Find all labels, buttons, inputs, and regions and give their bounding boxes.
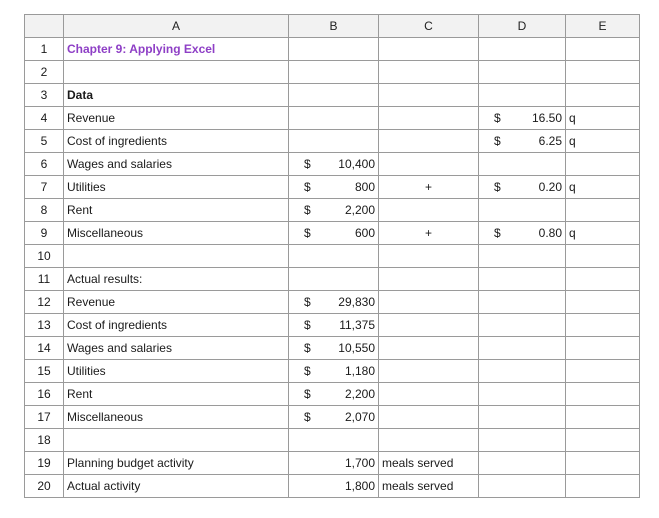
cell-b[interactable] [289, 130, 379, 153]
cell-b-content [292, 479, 375, 493]
currency-symbol: $ [494, 226, 501, 240]
cell-e[interactable] [566, 153, 640, 176]
cell-d[interactable] [479, 314, 566, 337]
cell-e[interactable] [566, 84, 640, 107]
cell-b[interactable] [289, 268, 379, 291]
spreadsheet [24, 14, 640, 498]
cell-a[interactable]: Chapter 9: Applying Excel [64, 38, 289, 61]
cell-b-content [292, 341, 375, 355]
cell-a[interactable]: Planning budget activity [64, 452, 289, 475]
sheet-row [25, 130, 640, 153]
cell-d[interactable] [479, 291, 566, 314]
currency-symbol: $ [304, 295, 311, 309]
cell-value: 2,200 [344, 387, 375, 401]
sheet-row [25, 475, 640, 498]
cell-value: 29,830 [338, 295, 375, 309]
sheet-row [25, 38, 640, 61]
cell-d[interactable] [479, 199, 566, 222]
cell-e[interactable] [566, 199, 640, 222]
cell-value: 1,180 [344, 364, 375, 378]
cell-c[interactable] [379, 38, 479, 61]
cell-e[interactable] [566, 383, 640, 406]
cell-b-content [292, 295, 375, 309]
cell-value: 1,700 [344, 456, 375, 470]
row-header[interactable]: 18 [25, 429, 64, 452]
cell-b[interactable] [289, 475, 379, 498]
cell-d[interactable] [479, 130, 566, 153]
cell-b-content [292, 226, 375, 240]
currency-symbol: $ [304, 387, 311, 401]
row-header[interactable]: 9 [25, 222, 64, 245]
column-header-e[interactable]: E [566, 15, 640, 38]
cell-b-content [292, 157, 375, 171]
cell-d[interactable] [479, 176, 566, 199]
currency-symbol [292, 456, 304, 470]
currency-symbol: $ [494, 180, 501, 194]
cell-b-content [292, 180, 375, 194]
cell-a[interactable]: Revenue [64, 107, 289, 130]
cell-e[interactable]: q [566, 222, 640, 245]
cell-e[interactable] [566, 452, 640, 475]
cell-a[interactable] [64, 429, 289, 452]
column-header-a[interactable]: A [64, 15, 289, 38]
cell-value: 16.50 [531, 111, 562, 125]
cell-c[interactable] [379, 406, 479, 429]
row-header[interactable]: 17 [25, 406, 64, 429]
sheet-row [25, 61, 640, 84]
cell-b[interactable] [289, 291, 379, 314]
cell-b[interactable] [289, 406, 379, 429]
cell-value: 11,375 [339, 318, 375, 332]
column-header-b[interactable]: B [289, 15, 379, 38]
cell-d[interactable] [479, 268, 566, 291]
cell-a[interactable]: Utilities [64, 176, 289, 199]
row-header[interactable]: 16 [25, 383, 64, 406]
cell-a[interactable]: Rent [64, 383, 289, 406]
cell-c[interactable] [379, 245, 479, 268]
row-header[interactable]: 6 [25, 153, 64, 176]
cell-b[interactable] [289, 245, 379, 268]
sheet-row [25, 337, 640, 360]
cell-b[interactable] [289, 337, 379, 360]
cell-b[interactable] [289, 107, 379, 130]
cell-d[interactable] [479, 107, 566, 130]
cell-d-content [482, 226, 562, 240]
currency-symbol: $ [304, 318, 311, 332]
cell-b-content [292, 318, 375, 332]
cell-value: 2,070 [344, 410, 375, 424]
cell-d[interactable] [479, 475, 566, 498]
cell-value: 0.80 [538, 226, 562, 240]
cell-b[interactable] [289, 61, 379, 84]
cell-c[interactable]: meals served [379, 452, 479, 475]
cell-value: 0.20 [538, 180, 562, 194]
sheet-row [25, 199, 640, 222]
cell-value: 600 [354, 226, 375, 240]
cell-b[interactable] [289, 383, 379, 406]
cell-c[interactable] [379, 337, 479, 360]
cell-e[interactable] [566, 245, 640, 268]
row-header[interactable]: 2 [25, 61, 64, 84]
cell-d[interactable] [479, 452, 566, 475]
row-header[interactable]: 20 [25, 475, 64, 498]
cell-d-content [482, 180, 562, 194]
cell-a[interactable]: Data [64, 84, 289, 107]
select-all-corner[interactable] [25, 15, 64, 38]
sheet-row [25, 245, 640, 268]
cell-a[interactable]: Actual results: [64, 268, 289, 291]
cell-e[interactable] [566, 429, 640, 452]
cell-c[interactable] [379, 360, 479, 383]
grid-body [25, 38, 640, 498]
currency-symbol: $ [304, 180, 311, 194]
cell-value: 6.25 [538, 134, 562, 148]
spreadsheet-grid [24, 14, 640, 498]
cell-d[interactable] [479, 406, 566, 429]
sheet-row [25, 406, 640, 429]
cell-b-content [292, 203, 375, 217]
cell-c[interactable] [379, 429, 479, 452]
cell-b[interactable] [289, 153, 379, 176]
cell-a[interactable] [64, 245, 289, 268]
cell-a[interactable]: Rent [64, 199, 289, 222]
cell-a[interactable] [64, 61, 289, 84]
cell-c[interactable] [379, 84, 479, 107]
cell-b[interactable] [289, 360, 379, 383]
currency-symbol: $ [304, 226, 311, 240]
cell-value: 10,550 [338, 341, 375, 355]
cell-a[interactable]: Cost of ingredients [64, 130, 289, 153]
cell-d[interactable] [479, 245, 566, 268]
cell-c[interactable] [379, 268, 479, 291]
cell-e[interactable]: q [566, 107, 640, 130]
cell-e[interactable] [566, 291, 640, 314]
cell-b[interactable] [289, 222, 379, 245]
currency-symbol: $ [494, 134, 501, 148]
cell-c[interactable]: + [379, 176, 479, 199]
currency-symbol: $ [304, 410, 311, 424]
currency-symbol: $ [304, 157, 311, 171]
cell-d[interactable] [479, 84, 566, 107]
cell-c[interactable]: + [379, 222, 479, 245]
row-header[interactable]: 12 [25, 291, 64, 314]
sheet-row [25, 360, 640, 383]
row-header[interactable]: 7 [25, 176, 64, 199]
cell-b-content [292, 410, 375, 424]
cell-e[interactable] [566, 475, 640, 498]
row-header[interactable]: 15 [25, 360, 64, 383]
sheet-row [25, 383, 640, 406]
sheet-row [25, 452, 640, 475]
cell-b[interactable] [289, 38, 379, 61]
cell-b[interactable] [289, 314, 379, 337]
cell-a[interactable]: Miscellaneous [64, 222, 289, 245]
cell-d[interactable] [479, 61, 566, 84]
column-header-row [25, 15, 640, 38]
cell-c[interactable] [379, 199, 479, 222]
cell-c[interactable] [379, 314, 479, 337]
cell-c[interactable]: meals served [379, 475, 479, 498]
cell-c[interactable] [379, 107, 479, 130]
cell-b[interactable] [289, 199, 379, 222]
cell-c[interactable] [379, 153, 479, 176]
row-header[interactable]: 4 [25, 107, 64, 130]
cell-d-content [482, 134, 562, 148]
row-header[interactable]: 14 [25, 337, 64, 360]
currency-symbol: $ [304, 203, 311, 217]
sheet-row [25, 222, 640, 245]
cell-e[interactable]: q [566, 130, 640, 153]
row-header[interactable]: 19 [25, 452, 64, 475]
cell-a[interactable]: Revenue [64, 291, 289, 314]
currency-symbol: $ [494, 111, 501, 125]
cell-value: 2,200 [344, 203, 375, 217]
cell-e[interactable]: q [566, 176, 640, 199]
cell-a[interactable]: Miscellaneous [64, 406, 289, 429]
cell-a[interactable]: Actual activity [64, 475, 289, 498]
cell-b[interactable] [289, 429, 379, 452]
sheet-row [25, 429, 640, 452]
cell-b[interactable] [289, 452, 379, 475]
cell-d[interactable] [479, 360, 566, 383]
cell-value: 1,800 [344, 479, 375, 493]
cell-value: 800 [354, 180, 375, 194]
cell-d[interactable] [479, 153, 566, 176]
cell-d[interactable] [479, 337, 566, 360]
cell-b-content [292, 387, 375, 401]
column-header-d[interactable]: D [479, 15, 566, 38]
currency-symbol: $ [304, 364, 311, 378]
row-header[interactable]: 11 [25, 268, 64, 291]
currency-symbol: $ [304, 341, 311, 355]
cell-e[interactable] [566, 38, 640, 61]
row-header[interactable]: 3 [25, 84, 64, 107]
cell-value: 10,400 [338, 157, 375, 171]
column-header-c[interactable]: C [379, 15, 479, 38]
cell-d[interactable] [479, 429, 566, 452]
cell-c[interactable] [379, 61, 479, 84]
cell-b-content [292, 456, 375, 470]
cell-b[interactable] [289, 84, 379, 107]
cell-d[interactable] [479, 222, 566, 245]
cell-a[interactable]: Utilities [64, 360, 289, 383]
cell-c[interactable] [379, 383, 479, 406]
cell-d[interactable] [479, 383, 566, 406]
sheet-row [25, 268, 640, 291]
cell-e[interactable] [566, 314, 640, 337]
row-header[interactable]: 13 [25, 314, 64, 337]
sheet-row [25, 291, 640, 314]
cell-e[interactable] [566, 61, 640, 84]
cell-e[interactable] [566, 337, 640, 360]
cell-c[interactable] [379, 291, 479, 314]
cell-d[interactable] [479, 38, 566, 61]
sheet-row [25, 84, 640, 107]
sheet-row [25, 107, 640, 130]
cell-b[interactable] [289, 176, 379, 199]
sheet-row [25, 176, 640, 199]
sheet-row [25, 314, 640, 337]
cell-e[interactable] [566, 268, 640, 291]
sheet-row [25, 153, 640, 176]
cell-e[interactable] [566, 406, 640, 429]
cell-b-content [292, 364, 375, 378]
cell-a[interactable]: Wages and salaries [64, 337, 289, 360]
currency-symbol [292, 479, 304, 493]
row-header[interactable]: 5 [25, 130, 64, 153]
cell-e[interactable] [566, 360, 640, 383]
cell-a[interactable]: Wages and salaries [64, 153, 289, 176]
cell-d-content [482, 111, 562, 125]
row-header[interactable]: 10 [25, 245, 64, 268]
row-header[interactable]: 1 [25, 38, 64, 61]
cell-c[interactable] [379, 130, 479, 153]
cell-a[interactable]: Cost of ingredients [64, 314, 289, 337]
row-header[interactable]: 8 [25, 199, 64, 222]
